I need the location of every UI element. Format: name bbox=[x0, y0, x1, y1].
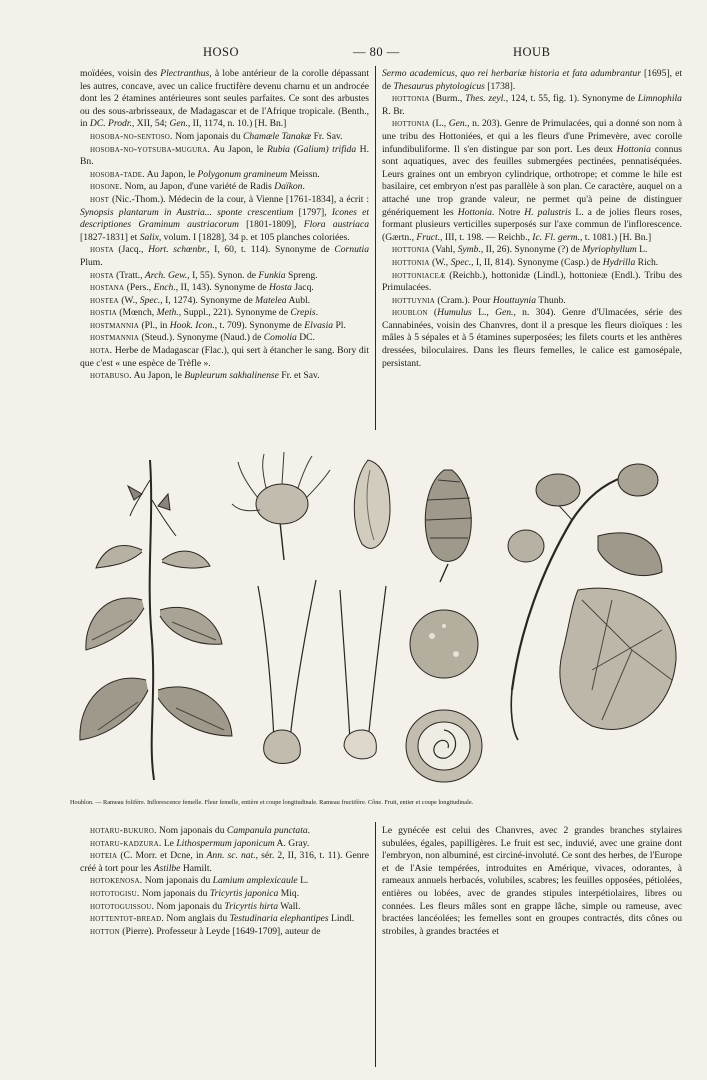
entry-text: , II, 1174, n. 10.) [H. Bn.] bbox=[187, 118, 287, 130]
entry-italic-text: DC. Prodr. bbox=[89, 118, 132, 130]
entry-paragraph bbox=[80, 825, 369, 838]
entry-italic-text: Rubia (Galium) trifida bbox=[267, 143, 357, 155]
entry-text: [1695], et de bbox=[382, 68, 682, 92]
entry-italic-text: Limnophila bbox=[637, 93, 682, 105]
entry-text: Fr. Sav. bbox=[311, 130, 343, 142]
entry-paragraph bbox=[80, 926, 369, 939]
entry-paragraph bbox=[382, 307, 682, 370]
entry-italic-text: Synopsis plantarum in Austria... sponte crescentium bbox=[80, 206, 294, 218]
entry-text: , 124, t. 55, fig. 1). Synonyme de bbox=[505, 93, 638, 105]
entry-italic-text: Myriophyllum bbox=[582, 244, 637, 256]
entry-italic-text: Polygonum gramineum bbox=[197, 168, 288, 180]
page-header bbox=[0, 40, 707, 62]
entry-headword: hotaru-kadzura. bbox=[90, 837, 162, 849]
entry-paragraph bbox=[80, 194, 369, 244]
entry-italic-text: Funkia bbox=[258, 269, 286, 281]
entry-italic-text: Comolia bbox=[263, 332, 297, 344]
entry-italic-text: Plectranthus bbox=[160, 68, 210, 79]
bottom-right-column bbox=[382, 825, 682, 1070]
entry-text: Meissn. bbox=[287, 168, 320, 180]
entry-headword: hota. bbox=[90, 345, 113, 357]
entry-italic-text: Hook. Icon. bbox=[169, 319, 215, 331]
female-inflorescence-drawing bbox=[232, 452, 330, 560]
entry-headword: hostana bbox=[90, 282, 125, 294]
entry-text: (W., bbox=[429, 256, 451, 268]
entry-text: , n. 304). Genre d'Ulmacées, série des Cannabinées, voisin des Chanvres, dont il a presque les fleurs dioïques : les mâles à 5 sépales et à 5 étamines superposées; les filets courts et les anthères dressées, biloculaires. Dans les fleurs femelles, le calice est gamosépale, persistant. bbox=[382, 307, 682, 369]
entry-italic-text: Salix bbox=[139, 231, 159, 243]
entry-text: L. bbox=[297, 875, 309, 887]
entry-headword: hotokenosa. bbox=[90, 875, 143, 887]
entry-text: Nom anglais du bbox=[164, 913, 230, 925]
entry-text: Nom japonais du bbox=[156, 825, 227, 836]
page-number: — 80 — bbox=[353, 45, 400, 59]
entry-paragraph bbox=[80, 68, 369, 131]
entry-paragraph bbox=[80, 144, 369, 169]
entry-headword: host bbox=[90, 193, 110, 205]
entry-italic-text: Arch. Gew. bbox=[144, 269, 188, 281]
hop-illustration-plate bbox=[72, 440, 692, 800]
entry-text: connus sont aquatiques, avec des feuilles submergées pectinées, pennatiséquées. Leurs graines ont un embryon cylindrique, orthotrope; et comme le hile est basilaire, cet embryon n'est pas parallèle à son plan. Ce caractère, auquel on a attaché une trop grande valeur, ne permet qu'à peine de distinguer génériquement les bbox=[382, 143, 682, 218]
entry-headword: houblon bbox=[392, 307, 428, 319]
entry-paragraph bbox=[80, 270, 369, 283]
entry-paragraph bbox=[382, 295, 682, 308]
entry-paragraph bbox=[80, 181, 369, 194]
entry-italic-text: Hosta bbox=[269, 282, 292, 294]
entry-text: , III, t. 198. — Reichb., bbox=[440, 231, 533, 243]
entry-headword: hottuynia bbox=[392, 294, 436, 306]
entry-text: Aubl. bbox=[286, 294, 311, 306]
entry-italic-text: Hottonia bbox=[457, 206, 492, 218]
column-divider-top bbox=[375, 66, 376, 430]
entry-text: Pl. bbox=[333, 319, 346, 331]
entry-headword: hosoba-tade. bbox=[90, 168, 145, 180]
entry-italic-text: Spec. bbox=[450, 256, 472, 268]
entry-paragraph bbox=[80, 332, 369, 345]
entry-paragraph bbox=[80, 370, 369, 383]
entry-italic-text: Fruct. bbox=[416, 231, 441, 243]
entry-text: Rich. bbox=[635, 256, 659, 268]
entry-text: , à lobe antérieur de la corolle dépassant les autres, concave, avec un calice fructifère devenu charnu et un androcée dont les 2 étamines antérieures sont seules parfaites. Ce sont des arbustes ou des sous-arbrisseaux, de Madagascar et de l'Afrique tropicale. (Benth., in bbox=[80, 68, 369, 130]
entry-text: . bbox=[307, 825, 311, 836]
entry-text: (Pl., in bbox=[139, 319, 170, 331]
entry-italic-text: Gen. bbox=[448, 118, 468, 130]
entry-text: , t. 1081.) [H. Bn.] bbox=[580, 231, 652, 243]
header-left-word: HOSO bbox=[203, 45, 240, 59]
fruiting-branch-drawing bbox=[508, 464, 676, 740]
entry-text: Nom japonais du bbox=[142, 875, 213, 887]
entry-italic-text: Crepis bbox=[290, 307, 316, 319]
entry-paragraph bbox=[382, 270, 682, 295]
entry-text: , Suppl., 221). Synonyme de bbox=[178, 307, 291, 319]
entry-text: A. Gray. bbox=[274, 837, 310, 849]
entry-text: Jacq. bbox=[291, 282, 314, 294]
entry-text: Lindl. bbox=[328, 913, 355, 925]
entry-italic-text: Humulus bbox=[437, 307, 472, 319]
entry-headword: hottoniaceæ bbox=[392, 269, 446, 281]
entry-text: (Jacq., bbox=[113, 244, 149, 256]
entry-italic-text: Elvasia bbox=[304, 319, 334, 331]
entry-italic-text: Tricyrtis hirta bbox=[224, 900, 278, 912]
entry-text: (C. Morr. et Dcne, in bbox=[117, 850, 207, 862]
entry-text: (Pierre). Professeur à Leyde [1649-1709], auteur de bbox=[119, 925, 321, 937]
entry-italic-text: Symb. bbox=[457, 244, 481, 256]
entry-paragraph bbox=[80, 131, 369, 144]
entry-paragraph bbox=[80, 282, 369, 295]
entry-headword: hosta bbox=[90, 244, 114, 256]
entry-text: (Cram.). Pour bbox=[435, 294, 493, 306]
figure-caption: Houblon. — Rameau folifère. Inflorescence femelle. Fleur femelle, entière et coupe longitudinale. Rameau fructifère. Cône. Fruit, entier et coupe longitudinale. bbox=[70, 799, 474, 806]
entry-text: Thunb. bbox=[536, 294, 566, 306]
entry-text: Le gynécée est celui des Chanvres, avec 2 grandes branches stylaires subulées, égales, papilligères. Le fruit est sec, induvié, avec une graine dont l'embryon, non albuminé, est circiné-involuté. Ce sont des herbes, de l'Europe et de l'Asie tempérées, introduites en Amérique, vivaces, odorantes, à rameaux annuels herbacés, volubiles, scabres; les feuilles opposées, pétiolées, entières ou lobées, avec de grandes stipules interpétiolaires, libres ou connées. Les fleurs mâles sont en grappe lâche, simple ou rameuse, avec bractées lancéolées; les femelles sont en groupes contractés, dits cônes ou strobiles, à grandes bractées et bbox=[382, 825, 682, 937]
entry-italic-text: Ench. bbox=[153, 282, 176, 294]
entry-text: [1801-1809], bbox=[238, 219, 304, 231]
entry-text: , I, 60, t. 114). Synonyme de bbox=[207, 244, 335, 256]
hop-cone-drawing bbox=[425, 470, 472, 582]
entry-headword: hotton bbox=[90, 925, 120, 937]
entry-text: (W., bbox=[118, 294, 140, 306]
entry-paragraph bbox=[80, 307, 369, 320]
entry-text: Au Japon, le bbox=[131, 370, 185, 382]
entry-text: (Pers., bbox=[124, 282, 154, 294]
entry-paragraph bbox=[80, 838, 369, 851]
entry-italic-text: Hort. schœnbr. bbox=[148, 244, 208, 256]
entry-headword: hostia bbox=[90, 307, 117, 319]
entry-text: Spreng. bbox=[285, 269, 318, 281]
entry-paragraph bbox=[80, 169, 369, 182]
entry-text: (Mœnch, bbox=[116, 307, 157, 319]
entry-headword: hototogisu. bbox=[90, 887, 140, 899]
entry-text: Herbe de Madagascar (Flac.), qui sert à étancher le sang. Bory dit que c'est « une espèce de Trèfle ». bbox=[80, 345, 369, 369]
entry-text: , volum. I [1828], 34 p. et 105 planches coloriées. bbox=[158, 231, 350, 243]
entry-paragraph bbox=[80, 345, 369, 370]
entry-text: (Vahl, bbox=[429, 244, 458, 256]
entry-text: (Nic.-Thom.). Médecin de la cour, à Vienne [1761-1834], a écrit : bbox=[109, 193, 369, 205]
entry-paragraph bbox=[80, 888, 369, 901]
leafy-branch-drawing bbox=[80, 460, 232, 780]
entry-headword: hotaru-bukuro. bbox=[90, 825, 157, 836]
entry-text: Plum. bbox=[80, 256, 103, 268]
entry-text: moïdées, voisin des bbox=[80, 68, 161, 79]
entry-text: (Reichb.), hottonidæ (Lindl.), hottonieæ (Endl.). Tribu des Primulacées. bbox=[382, 269, 682, 294]
entry-italic-text: Icones et descriptiones Graminum austriacorum bbox=[80, 206, 369, 231]
entry-italic-text: Ic. Fl. germ. bbox=[532, 231, 580, 243]
entry-text: Le bbox=[161, 837, 177, 849]
entry-italic-text: Thes. zeyl. bbox=[465, 93, 506, 105]
entry-paragraph bbox=[382, 68, 682, 93]
top-left-column bbox=[80, 68, 369, 430]
entry-italic-text: Sermo academicus, quo rei herbariæ historia et fata adumbrantur bbox=[382, 68, 641, 79]
entry-italic-text: Hottonia bbox=[616, 143, 651, 155]
entry-text: L., bbox=[471, 307, 496, 319]
fruit-section-drawing bbox=[406, 710, 482, 782]
entry-paragraph bbox=[382, 257, 682, 270]
entry-text: Au Japon, le bbox=[210, 143, 268, 155]
seed-drawing bbox=[354, 460, 390, 548]
entry-text: Nom, au Japon, d'une variété de Radis bbox=[122, 181, 275, 193]
entry-paragraph bbox=[80, 295, 369, 308]
entry-text: Au Japon, le bbox=[144, 168, 198, 180]
entry-paragraph bbox=[80, 244, 369, 269]
entry-paragraph bbox=[80, 850, 369, 875]
entry-text: , I, 1274). Synonyme de bbox=[160, 294, 256, 306]
entry-paragraph bbox=[80, 913, 369, 926]
entry-italic-text: Thesaurus phytologicus bbox=[393, 80, 485, 92]
entry-headword: hotabuso. bbox=[90, 370, 132, 382]
entry-italic-text: Astilbe bbox=[153, 862, 181, 874]
entry-headword: hostea bbox=[90, 294, 119, 306]
entry-text: , sér. 2, II, 316, t. 11). Genre créé à tort pour les bbox=[80, 850, 369, 874]
entry-headword: hosta bbox=[90, 269, 114, 281]
entry-text: [1797], bbox=[293, 206, 332, 218]
entry-italic-text: Matelea bbox=[255, 294, 287, 306]
entry-text: . bbox=[315, 307, 319, 319]
entry-text: R. Br. bbox=[382, 105, 405, 117]
entry-italic-text: Ann. sc. nat. bbox=[206, 850, 256, 862]
entry-headword: hottonia bbox=[392, 256, 430, 268]
entry-headword: hostmannia bbox=[90, 332, 140, 344]
entry-paragraph bbox=[382, 118, 682, 244]
entry-headword: hottonia bbox=[392, 93, 430, 105]
entry-text: , n. 203). Genre de Primulacées, qui a donné son nom à une tribu des Hottoniées, et qui a les fleurs d'une Primevère, avec corolle infundibuliforme. Il s'en distingue par son port. Les deux bbox=[382, 118, 682, 155]
entry-text: ( bbox=[427, 307, 438, 319]
female-flower-drawing bbox=[258, 580, 316, 764]
entry-text: Nom japonais du bbox=[139, 887, 210, 899]
entry-text: (Tratt., bbox=[113, 269, 145, 281]
entry-text: [1738]. bbox=[484, 80, 516, 92]
entry-headword: hosone. bbox=[90, 181, 123, 193]
entry-text: Miq. bbox=[278, 887, 300, 899]
entry-text: , t. 709). Synonyme de bbox=[214, 319, 305, 331]
entry-italic-text: Campanula punctata bbox=[226, 825, 308, 836]
entry-headword: hostmannia bbox=[90, 319, 140, 331]
entry-text: L. a de jolies fleurs roses, formant plusieurs verticilles superposés sur l'axe commun de l'inflorescence. (Gærtn., bbox=[382, 206, 682, 243]
entry-text: Hamilt. bbox=[180, 862, 212, 874]
fruit-entire-drawing bbox=[410, 610, 478, 678]
entry-italic-text: Lithospermum japonicum bbox=[176, 837, 275, 849]
entry-text: H. Bn. bbox=[80, 143, 369, 168]
entry-paragraph bbox=[382, 825, 682, 938]
entry-text: , XII, 54; bbox=[131, 118, 170, 130]
entry-text: DC. bbox=[296, 332, 315, 344]
entry-headword: hosoba-no-yotsuba-mugura. bbox=[90, 143, 211, 155]
entry-text: L. bbox=[636, 244, 648, 256]
entry-text: , II, 143). Synonyme de bbox=[175, 282, 269, 294]
entry-italic-text: Testudinaria elephantipes bbox=[229, 913, 329, 925]
entry-headword: hottonia bbox=[392, 244, 430, 256]
entry-text: (Steud.). Synonyme (Naud.) de bbox=[139, 332, 264, 344]
entry-italic-text: Chamæle Tanakæ bbox=[243, 130, 312, 142]
entry-italic-text: Hydrilla bbox=[602, 256, 636, 268]
entry-italic-text: Spec. bbox=[139, 294, 161, 306]
column-divider-bottom bbox=[375, 822, 376, 1067]
entry-italic-text: Cornutia bbox=[334, 244, 369, 256]
top-right-column bbox=[382, 68, 682, 430]
entry-text: (L., bbox=[429, 118, 449, 130]
entry-headword: hottonia bbox=[392, 118, 430, 130]
entry-text: Fr. et Sav. bbox=[278, 370, 320, 382]
entry-headword: hoteia bbox=[90, 850, 118, 862]
entry-text: . Notre bbox=[491, 206, 525, 218]
entry-text: [1827-1831] et bbox=[80, 231, 140, 243]
entry-text: , II, 26). Synonyme (?) de bbox=[480, 244, 583, 256]
entry-italic-text: Lamium amplexicaule bbox=[212, 875, 298, 887]
bottom-left-column bbox=[80, 825, 369, 1070]
entry-headword: hottentot-bread. bbox=[90, 913, 164, 925]
entry-italic-text: Tricyrtis japonica bbox=[209, 887, 279, 899]
entry-italic-text: Gen. bbox=[495, 307, 514, 319]
entry-italic-text: Flora austriaca bbox=[303, 219, 369, 231]
flower-section-drawing bbox=[340, 586, 386, 759]
entry-paragraph bbox=[80, 875, 369, 888]
entry-italic-text: Gen. bbox=[169, 118, 188, 130]
entry-text: Wall. bbox=[278, 900, 301, 912]
entry-headword: hototoguissou. bbox=[90, 900, 155, 912]
header-right-word: HOUB bbox=[513, 45, 551, 59]
entry-text: . bbox=[302, 181, 305, 193]
entry-italic-text: Daïkon bbox=[274, 181, 303, 193]
entry-paragraph bbox=[80, 901, 369, 914]
entry-italic-text: Meth. bbox=[156, 307, 179, 319]
entry-text: Nom japonais du bbox=[154, 900, 225, 912]
entry-text: , I, II, 814). Synonyme (Casp.) de bbox=[471, 256, 603, 268]
entry-paragraph bbox=[80, 320, 369, 333]
entry-italic-text: H. palustris bbox=[524, 206, 572, 218]
entry-text: (Burm., bbox=[429, 93, 466, 105]
entry-text: Nom japonais du bbox=[172, 130, 244, 142]
entry-italic-text: Bupleurum sakhalinense bbox=[184, 370, 279, 382]
entry-headword: hosoba-no-sentoso. bbox=[90, 130, 173, 142]
entry-paragraph bbox=[382, 244, 682, 257]
entry-italic-text: Houttuynia bbox=[492, 294, 537, 306]
entry-text: , I, 55). Synon. de bbox=[187, 269, 259, 281]
entry-paragraph bbox=[382, 93, 682, 118]
